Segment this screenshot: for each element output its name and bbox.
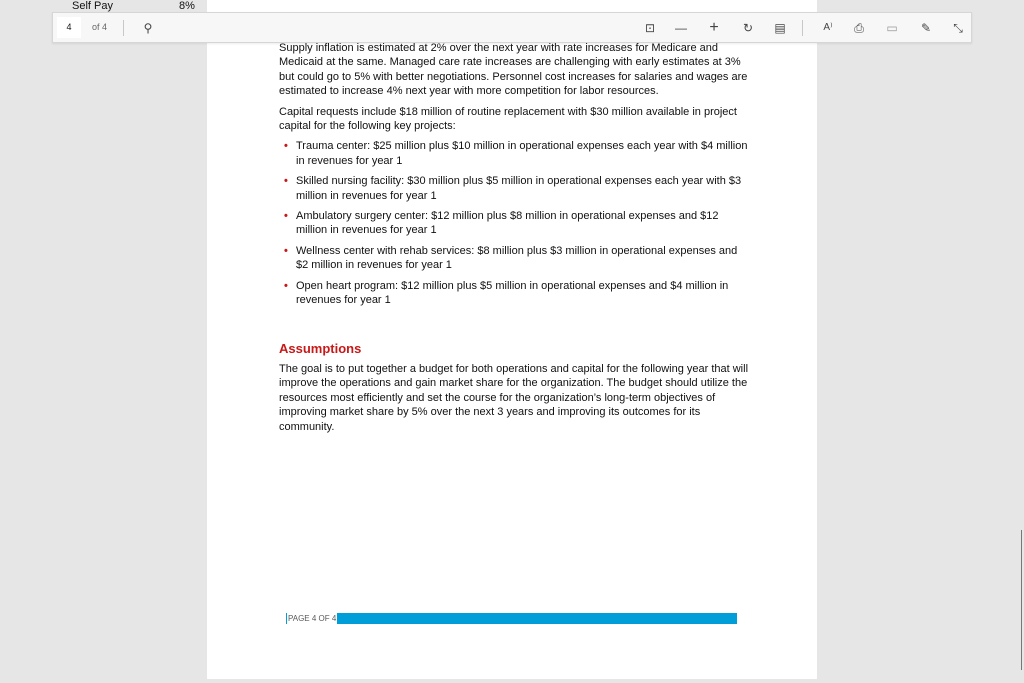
read-aloud-icon[interactable]: A⁾ <box>823 22 833 33</box>
list-item: • Ambulatory surgery center: $12 million plus $8 million in operational expenses and $12 million in revenues for year 1 <box>296 209 749 238</box>
list-item: • Open heart program: $12 million plus $5 million in operational expenses and $4 million in revenues for year 1 <box>296 279 749 308</box>
print-icon[interactable]: ⎙ <box>854 21 864 35</box>
assumptions-paragraph: The goal is to put together a budget for both operations and capital for the following year that will improve the operations and gain market share for the organization. The budget should utilize the resources most efficiently and set the course for the organization’s long-term objectives of improving market share by 5% over the next 3 years and improving its outcomes for its community. <box>279 362 749 433</box>
page-view-icon[interactable]: ▤ <box>774 21 786 35</box>
scrollbar[interactable] <box>1021 530 1022 670</box>
list-item: • Skilled nursing facility: $30 million plus $5 million in operational expenses each year with $3 million in revenues for year 1 <box>296 174 749 203</box>
list-item: • Trauma center: $25 million plus $10 million in operational expenses each year with $4 million in revenues for year 1 <box>296 139 749 168</box>
supply-inflation-paragraph: Supply inflation is estimated at 2% over the next year with rate increases for Medicare and Medicaid at the same. Managed care rate increases are challenging with early estimates at 3% but could go to 5% with better negotiations. Personnel cost increases for salaries and wages are estimated to increase 4% next year with more competition for labor resources. <box>279 42 748 98</box>
table-cell-value: 8% <box>179 0 195 12</box>
page-number-input[interactable]: 4 <box>57 17 81 38</box>
rotate-icon[interactable]: ↻ <box>742 21 754 35</box>
search-icon[interactable]: ⚲ <box>143 21 153 35</box>
table-cell-label: Self Pay <box>72 0 113 12</box>
page-count-label: of 4 <box>92 22 108 32</box>
draw-icon[interactable]: ✎ <box>920 21 932 35</box>
pdf-toolbar <box>52 12 972 43</box>
page-footer-label: PAGE 4 OF 4 <box>288 614 337 623</box>
toolbar-divider <box>123 20 124 36</box>
table-row-self-pay <box>72 0 195 12</box>
fit-page-icon[interactable]: ⊡ <box>644 21 656 35</box>
list-item: • Wellness center with rehab services: $8 million plus $3 million in operational expenses and $2 million in revenues for year 1 <box>296 244 749 273</box>
page-footer-bar <box>286 613 737 624</box>
toolbar-divider <box>802 20 803 36</box>
save-icon[interactable]: ▭ <box>886 21 898 35</box>
document-content <box>279 41 749 440</box>
capital-requests-paragraph: Capital requests include $18 million of routine replacement with $30 million available in project capital for the following key projects: <box>279 105 737 133</box>
assumptions-heading: Assumptions <box>279 340 362 356</box>
project-list <box>279 139 749 307</box>
zoom-out-icon[interactable]: — <box>675 21 687 35</box>
zoom-in-icon[interactable]: + <box>709 19 719 36</box>
collapse-icon[interactable]: ⤡ <box>953 21 963 35</box>
